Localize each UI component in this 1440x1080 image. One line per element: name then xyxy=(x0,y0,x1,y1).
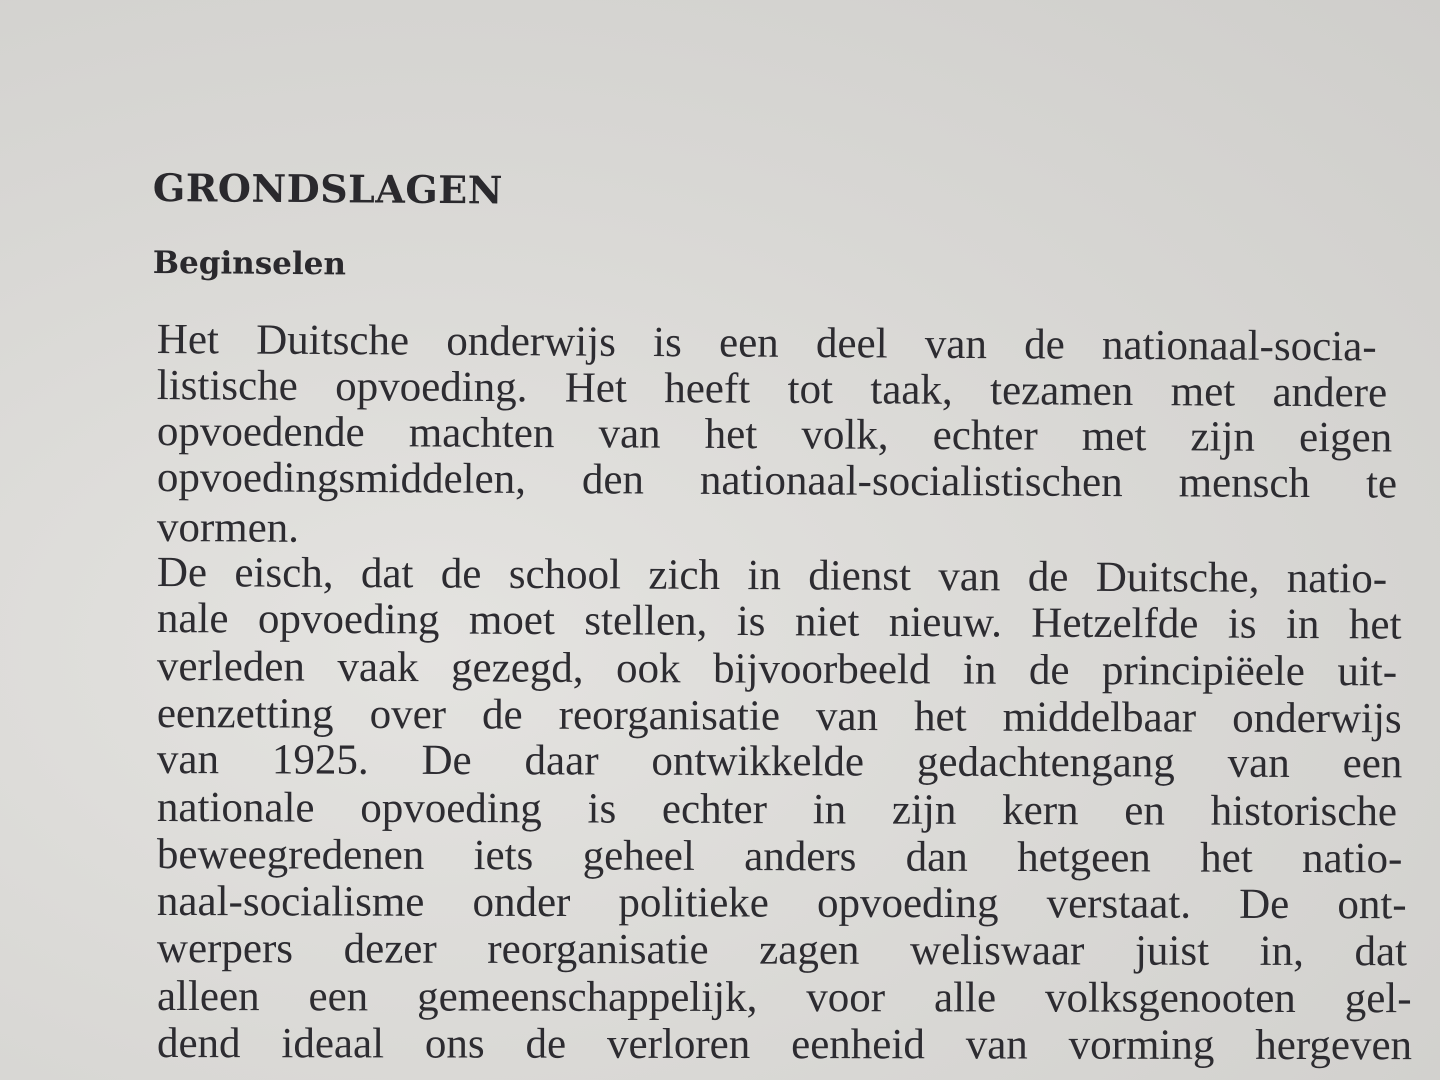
text-line: opvoedingsmiddelen, den nationaal-socialistischen mensch te xyxy=(156,454,1398,508)
text-line: alleen een gemeenschappelijk, voor alle volksgenooten gel- xyxy=(156,973,1412,1023)
text-line: vormen. xyxy=(156,504,300,552)
text-line: beweegredenen iets geheel anders dan hetgeen het natio- xyxy=(156,831,1403,883)
text-line: eenzetting over de reorganisatie van het middelbaar onderwijs xyxy=(156,690,1402,743)
text-line: nationale opvoeding is echter in zijn kern en historische xyxy=(156,784,1398,836)
text-line: werpers dezer reorganisatie zagen weliswaar juist in, dat xyxy=(156,925,1408,976)
text-line: opvoedende machten van het volk, echter met zijn eigen xyxy=(156,408,1393,462)
chapter-heading: GRONDSLAGEN xyxy=(152,165,504,213)
text-line: nale opvoeding moet stellen, is niet nieuw. Hetzelfde is in het xyxy=(156,595,1402,649)
section-subheading: Beginselen xyxy=(152,245,347,283)
text-line: De eisch, dat de school zich in dienst van de Duitsche, natio- xyxy=(156,549,1388,603)
text-line: listische opvoeding. Het heeft tot taak, tezamen met andere xyxy=(156,362,1388,417)
text-line: verleden vaak gezegd, ook bijvoorbeeld in de principiëele uit- xyxy=(156,643,1398,696)
text-line: naal-socialisme onder politieke opvoeding verstaat. De ont- xyxy=(156,878,1407,929)
text-line: van 1925. De daar ontwikkelde gedachtengang van een xyxy=(156,736,1403,788)
text-line: dend ideaal ons de verloren eenheid van vorming hergeven xyxy=(156,1020,1413,1070)
text-line: Het Duitsche onderwijs is een deel van de nationaal-socia- xyxy=(156,316,1377,371)
